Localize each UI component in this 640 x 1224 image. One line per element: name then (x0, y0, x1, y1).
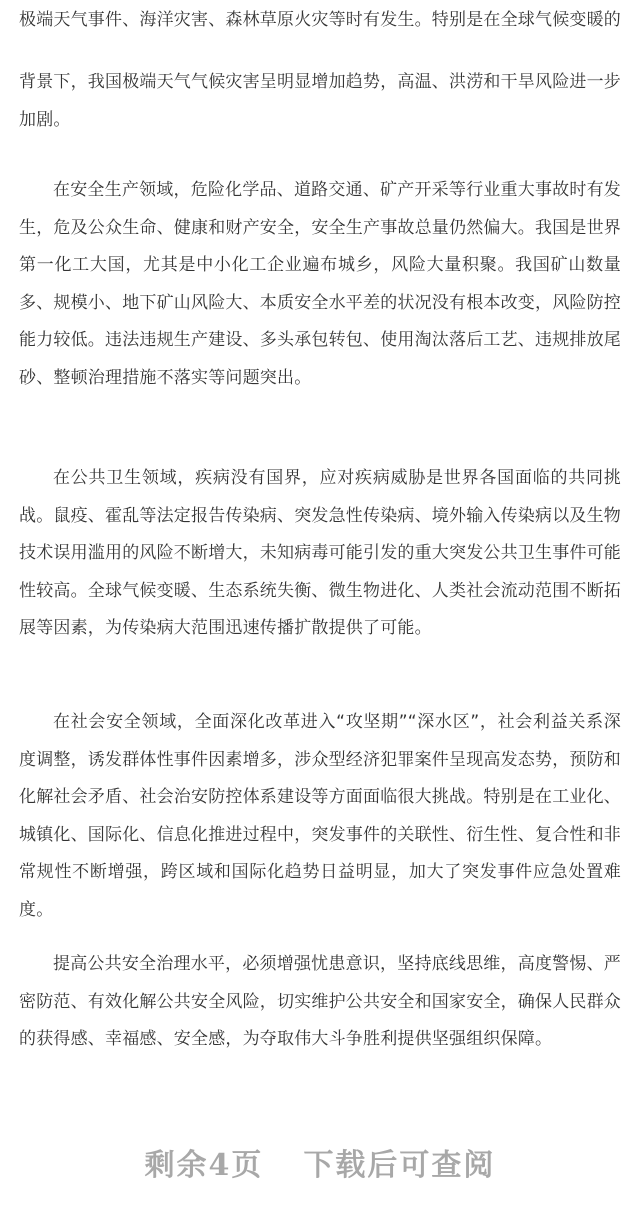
paragraph-public-health: 在公共卫生领域，疾病没有国界，应对疾病威胁是世界各国面临的共同挑战。鼠疫、霍乱等法定报告传染病、突发急性传染病、境外输入传染病以及生物技术误用滥用的风险不断增大，未知病毒可能引发的重大突发公共卫生事件可能性较高。全球气候变暖、生态系统失衡、微生物进化、人类社会流动范围不断拓展等因素，为传染病大范围迅速传播扩散提供了可能。 (19, 468, 621, 638)
paragraph-weather-line1: 极端天气事件、海洋灾害、森林草原火灾等时有发生。特别是在全球气候变暖的 (19, 10, 621, 30)
download-prompt-banner[interactable] (0, 1136, 640, 1188)
paragraph-production-safety: 在安全生产领域，危险化学品、道路交通、矿产开采等行业重大事故时有发生，危及公众生命、健康和财产安全，安全生产事故总量仍然偏大。我国是世界第一化工大国，尤其是中小化工企业遍布城乡，风险大量积聚。我国矿山数量多、规模小、地下矿山风险大、本质安全水平差的状况没有根本改变，风险防控能力较低。违法违规生产建设、多头承包转包、使用淘汰落后工艺、违规排放尾砂、整顿治理措施不落实等问题突出。 (19, 180, 621, 388)
remaining-pages-label[interactable]: 剩余4页 (144, 1148, 264, 1183)
paragraph-social-security: 在社会安全领域，全面深化改革进入“攻坚期”“深水区”，社会利益关系深度调整，诱发群体性事件因素增多，涉众型经济犯罪案件呈现高发态势，预防和化解社会矛盾、社会治安防控体系建设等方面面临很大挑战。特别是在工业化、城镇化、国际化、信息化推进过程中，突发事件的关联性、衍生性、复合性和非常规性不断增强，跨区域和国际化趋势日益明显，加大了突发事件应急处置难度。 (19, 712, 621, 920)
download-to-view-label[interactable]: 下载后可查阅 (303, 1148, 496, 1183)
paragraph-governance: 提高公共安全治理水平，必须增强忧患意识，坚持底线思维，高度警惕、严密防范、有效化解公共安全风险，切实维护公共安全和国家安全，确保人民群众的获得感、幸福感、安全感，为夺取伟大斗争胜利提供坚强组织保障。 (19, 954, 621, 1049)
paragraph-weather-continued: 背景下，我国极端天气气候灾害呈明显增加趋势，高温、洪涝和干旱风险进一步加剧。 (19, 72, 621, 130)
